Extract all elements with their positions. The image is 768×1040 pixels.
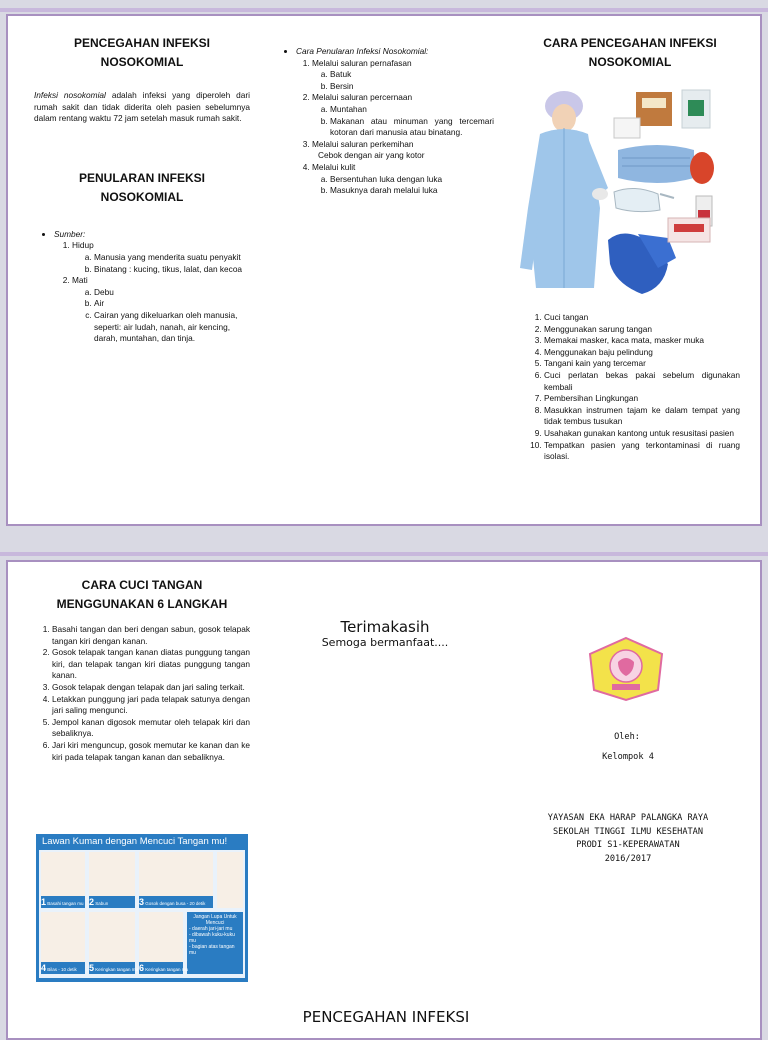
hidup-item: a. Manusia yang menderita suatu penyakit xyxy=(94,252,250,264)
mati-item: b. Air xyxy=(94,298,250,310)
route-note: Cebok dengan air yang kotor xyxy=(318,150,425,161)
thanks-heading: Terimakasih xyxy=(340,618,430,636)
poster-note: - bagian atas tangan mu xyxy=(189,944,235,956)
route-label: Melalui saluran percernaan xyxy=(312,92,413,103)
handwash-step: 3. Gosok telapak dengan telapak dan jari saling terkait. xyxy=(52,682,250,694)
panel-middle xyxy=(276,46,494,197)
panel-middle-2 xyxy=(308,618,478,649)
route-label: Melalui kulit xyxy=(312,161,356,172)
brochure-page-1 xyxy=(6,14,762,526)
definition-term: Infeksi nosokomial xyxy=(34,90,106,100)
pencegahan-item: 9. Usahakan gunakan kantong untuk resusitasi pasien xyxy=(544,428,740,440)
route-item: a. Batuk xyxy=(330,69,494,81)
pencegahan-list-wrap xyxy=(518,312,740,463)
ppe-equipment-photo xyxy=(518,88,718,300)
cara-penularan-label: Cara Penularan Infeksi Nosokomial: xyxy=(296,46,429,56)
route-items xyxy=(312,104,494,139)
handwash-steps xyxy=(34,624,250,763)
college-logo xyxy=(588,636,664,702)
route-item: a. Bersentuhan luka dengan luka xyxy=(330,174,494,186)
mati-item: a. Debu xyxy=(94,287,250,299)
poster-note-title: Jangan Lupa Untuk Mencuci xyxy=(193,914,237,926)
hidup-list xyxy=(72,252,250,275)
sumber-sublist xyxy=(54,240,250,344)
route-items xyxy=(312,174,494,197)
pencegahan-item: 6. Cuci perlatan bekas pakai sebelum digunakan kembali xyxy=(544,370,740,393)
institution-line: SEKOLAH TINGGI ILMU KESEHATAN xyxy=(552,826,704,837)
cara-penularan-list xyxy=(276,46,494,197)
route-label: Melalui saluran pernafasan xyxy=(312,57,412,68)
panel4-title: CARA CUCI TANGAN MENGGUNAKAN 6 LANGKAH xyxy=(56,578,228,611)
handwash-step: 6. Jari kiri menguncup, gosok memutar ke kanan dan ke kiri pada telapak tangan kanan dan sebaliknya. xyxy=(52,740,250,763)
pencegahan-item: 1. Cuci tangan xyxy=(544,312,740,324)
pencegahan-item: 7. Pembersihan Lingkungan xyxy=(544,393,740,405)
definition-text xyxy=(34,90,250,125)
route-label: Melalui saluran perkemihan xyxy=(312,138,414,149)
handwash-step: 2. Gosok telapak tangan kanan diatas punggung tangan kiri, dan telapak tangan kiri diatas punggung tangan kanan. xyxy=(52,647,250,682)
sumber-label: Sumber: xyxy=(54,228,86,239)
group-label: Kelompok 4 xyxy=(602,752,654,762)
poster-step-label: 5 Keringkan tangan mu xyxy=(89,963,139,973)
pencegahan-item: 2. Menggunakan sarung tangan xyxy=(544,324,740,336)
mati-item: c. Cairan yang dikeluarkan oleh manusia, seperti: air ludah, nanah, air kencing, darah, muntahan, dan tinja. xyxy=(94,310,250,345)
institution-line: 2016/2017 xyxy=(604,853,652,864)
oleh-label: Oleh: xyxy=(614,732,640,742)
thanks-subtitle: Semoga bermanfaat.... xyxy=(321,636,449,649)
pencegahan-item: 10. Tempatkan pasien yang terkontaminasi di ruang isolasi. xyxy=(544,440,740,463)
mati-list xyxy=(72,287,250,345)
panel1-title: PENCEGAHAN INFEKSI NOSOKOMIAL xyxy=(73,36,210,69)
cara-sublist xyxy=(296,58,494,197)
poster-step-label: 6 Keringkan tangan mu xyxy=(139,963,189,973)
panel-left-2 xyxy=(34,576,250,763)
poster-body xyxy=(39,850,245,978)
bottom-title: PENCEGAHAN INFEKSI xyxy=(302,1008,470,1026)
panel3-title: CARA PENCEGAHAN INFEKSI NOSOKOMIAL xyxy=(543,36,717,69)
institution-line: YAYASAN EKA HARAP PALANGKA RAYA xyxy=(547,813,709,823)
route-item: a. Muntahan xyxy=(330,104,494,116)
institution-block xyxy=(518,812,738,866)
poster-note-box xyxy=(187,912,243,974)
poster-title: Lawan Kuman dengan Mencuci Tangan mu! xyxy=(42,836,228,847)
panel-left xyxy=(34,34,250,345)
route-item: b. Bersin xyxy=(330,81,494,93)
definition-body: adalah infeksi yang diperoleh dari rumah sakit dan tidak diderita oleh pasien sebelumnya dalam rentang waktu 72 jam setelah masuk rumah sakit. xyxy=(34,90,250,124)
handwash-step: 4. Letakkan punggung jari pada telapak satunya dengan jari saling mengunci. xyxy=(52,694,250,717)
pencegahan-item: 4. Menggunakan baju pelindung xyxy=(544,347,740,359)
hidup-item: b. Binatang : kucing, tikus, lalat, dan kecoa xyxy=(94,264,250,276)
page-top-rule xyxy=(0,8,768,12)
author-block xyxy=(528,732,728,762)
handwash-poster xyxy=(36,834,248,982)
handwash-step: 5. Jempol kanan digosok memutar oleh telapak kiri dan sebaliknya. xyxy=(52,717,250,740)
poster-step-label: 2 Sabun xyxy=(89,896,135,908)
pencegahan-item: 8. Masukkan instrumen tajam ke dalam tempat yang tidak tembus tusukan xyxy=(544,405,740,428)
poster-step-label: 1 Basahi tangan mu xyxy=(41,897,84,907)
poster-step-image xyxy=(217,852,243,908)
handwash-step: 1. Basahi tangan dan beri dengan sabun, gosok telapak tangan kiri dengan kanan. xyxy=(52,624,250,647)
poster-step-label: 3 Gosok dengan busa - 20 detik xyxy=(139,896,213,908)
poster-note: - dibawah kuku-kuku mu xyxy=(189,932,235,944)
route-item: b. Masuknya darah melalui luka xyxy=(330,185,494,197)
poster-note: - daerah jari-jari mu xyxy=(189,926,233,932)
route-item: b. Makanan atau minuman yang tercemari kotoran dari manusia atau binatang. xyxy=(330,116,494,139)
page-middle-rule xyxy=(0,552,768,556)
sumber-list xyxy=(34,229,250,345)
panel-right xyxy=(518,34,742,72)
hidup-label: Hidup xyxy=(72,240,94,251)
route-items xyxy=(312,69,494,92)
brochure-page-2 xyxy=(6,560,762,1040)
pencegahan-item: 5. Tangani kain yang tercemar xyxy=(544,358,740,370)
pencegahan-item: 3. Memakai masker, kaca mata, masker muka xyxy=(544,335,740,347)
pencegahan-list xyxy=(518,312,740,463)
institution-line: PRODI S1-KEPERAWATAN xyxy=(576,840,680,850)
mati-label: Mati xyxy=(72,275,88,286)
panel1-title2: PENULARAN INFEKSI NOSOKOMIAL xyxy=(78,170,205,204)
poster-step-label: 4 Bilas - 10 detik xyxy=(41,962,85,974)
